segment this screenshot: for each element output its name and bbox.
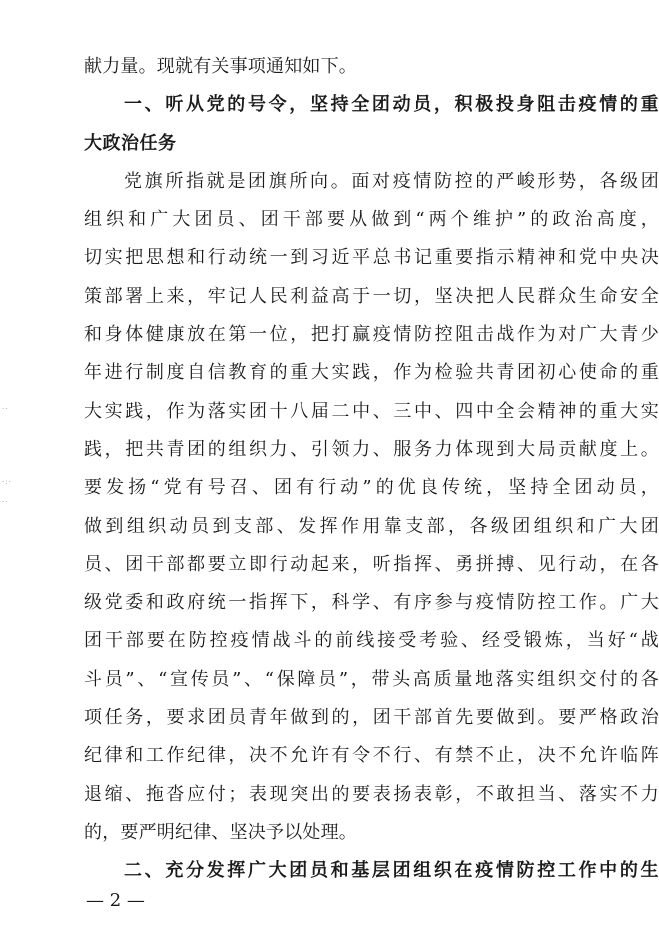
margin-mark: ·· (2, 498, 9, 506)
paragraph-line: 党旗所指就是团旗所向。面对疫情防控的严峻形势，各级团 (124, 170, 659, 192)
paragraph-line: 员、团干部都要立即行动起来，听指挥、勇拼搏、见行动，在各 (84, 553, 659, 575)
margin-mark: ·:· (2, 478, 12, 486)
paragraph-line: 项任务，要求团员青年做到的，团干部首先要做到。要严格政治 (84, 707, 659, 729)
paragraph-line: 团干部要在防控疫情战斗的前线接受考验、经受锻炼，当好“战 (84, 630, 659, 652)
paragraph-line: 的，要严明纪律、坚决予以处理。 (84, 821, 357, 843)
paragraph-line: 和身体健康放在第一位，把打赢疫情防控阻击战作为对广大青少 (84, 324, 659, 346)
paragraph-line: 年进行制度自信教育的重大实践，作为检验共青团初心使命的重 (84, 362, 659, 384)
paragraph-line: 纪律和工作纪律，决不允许有令不行、有禁不止，决不允许临阵 (84, 745, 659, 767)
paragraph-line: 做到组织动员到支部、发挥作用靠支部，各级团组织和广大团 (84, 515, 659, 537)
section-heading-2: 二、充分发挥广大团员和基层团组织在疫情防控工作中的生 (124, 860, 659, 882)
paragraph-line: 大实践，作为落实团十八届二中、三中、四中全会精神的重大实 (84, 400, 659, 422)
paragraph-line: 策部署上来，牢记人民利益高于一切，坚决把人民群众生命安全 (84, 285, 659, 307)
section-heading-1-cont: 大政治任务 (84, 132, 177, 154)
paragraph-line: 斗员”、“宣传员”、“保障员”，带头高质量地落实组织交付的各 (84, 668, 659, 690)
paragraph-line: 切实把思想和行动统一到习近平总书记重要指示精神和党中央决 (84, 247, 659, 269)
paragraph-line: 践，把共青团的组织力、引领力、服务力体现到大局贡献度上。 (84, 438, 659, 460)
margin-mark: ·· (2, 405, 9, 413)
paragraph-line: 退缩、拖沓应付；表现突出的要表扬表彰，不敢担当、落实不力 (84, 783, 659, 805)
section-heading-1: 一、听从党的号令，坚持全团动员，积极投身阻击疫情的重 (124, 94, 659, 116)
paragraph-line: 献力量。现就有关事项通知如下。 (84, 56, 357, 77)
body-text (84, 48, 659, 891)
paragraph-line: 组织和广大团员、团干部要从做到“两个维护”的政治高度， (84, 209, 659, 231)
paragraph-line: 要发扬“党有号召、团有行动”的优良传统，坚持全团动员， (84, 477, 659, 499)
paragraph-line: 级党委和政府统一指挥下，科学、有序参与疫情防控工作。广大 (84, 592, 659, 614)
page-number: — 2 — (86, 890, 145, 911)
